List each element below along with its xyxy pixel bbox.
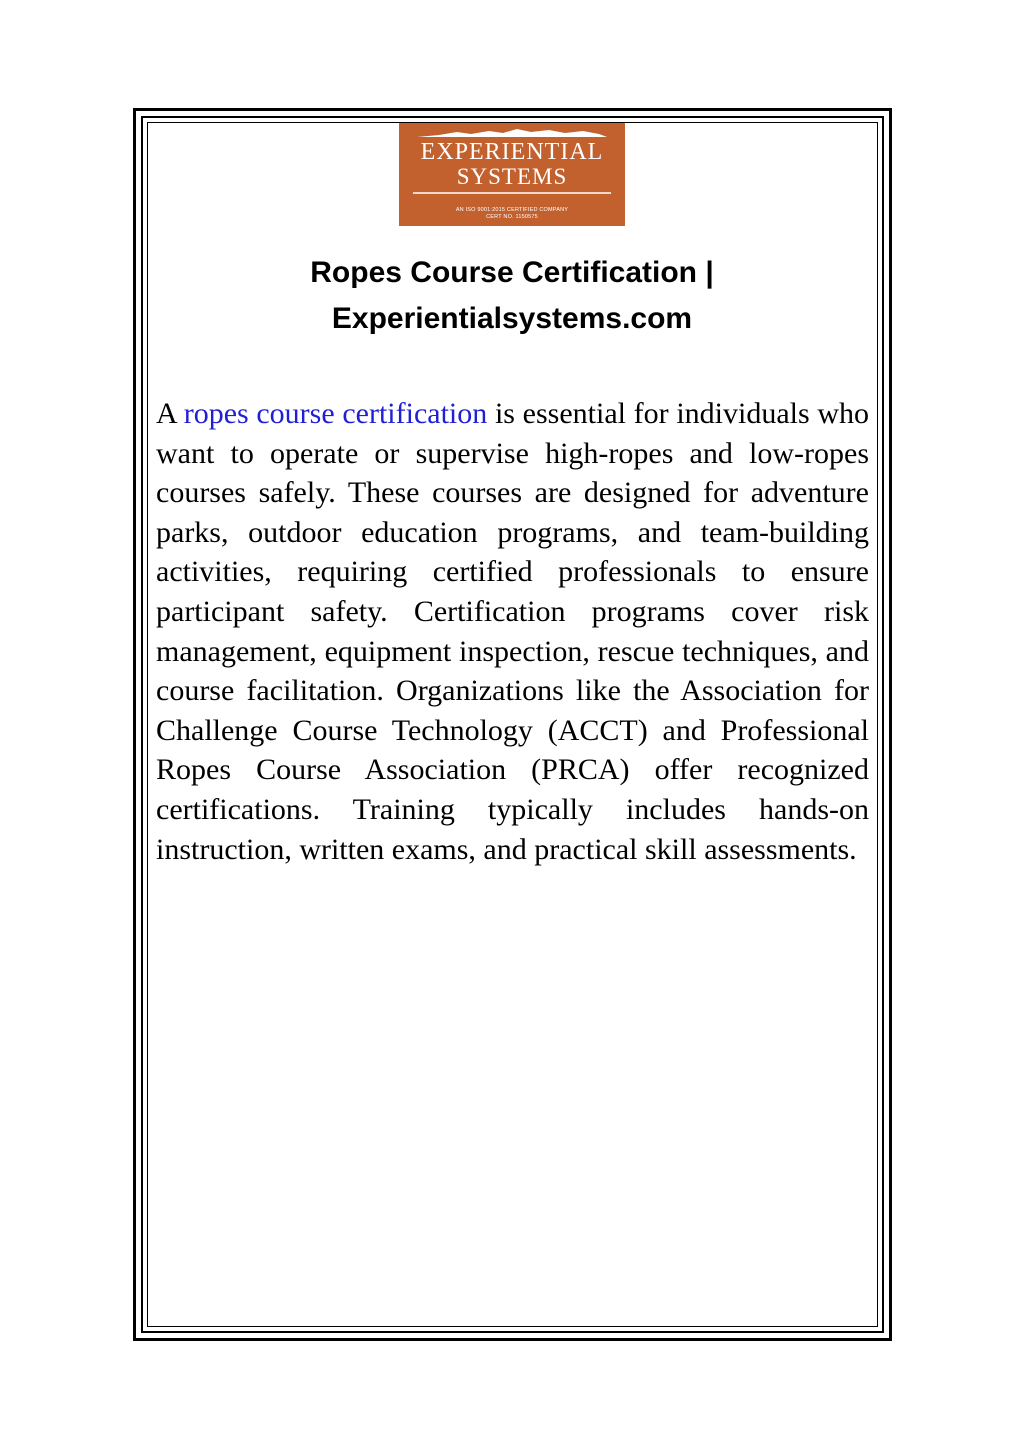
ropes-course-certification-link[interactable]: ropes course certification: [183, 397, 488, 430]
logo-line-experiential: EXPERIENTIAL: [420, 139, 604, 165]
body-paragraph: [156, 394, 869, 869]
logo-iso-text: AN ISO 9001:2015 CERTIFIED COMPANY: [455, 207, 569, 213]
title-line-1: Ropes Course Certification |: [310, 256, 714, 289]
paragraph-lead: A: [156, 397, 184, 430]
title-line-2: Experientialsystems.com: [331, 302, 693, 335]
logo-cert-text: CERT NO. 1150575: [486, 214, 538, 220]
paragraph-body: is essential for individuals who want to operate or supervise high-ropes and low-ropes courses safely. These courses are designed for adventure parks, outdoor education programs, and team-building activities, requiring certified professionals to ensure participant safety. Certification programs cover risk management, equipment inspection, rescue techniques, and course facilitation. Organizations like the Association for Challenge Course Technology (ACCT) and Professional Ropes Course Association (PRCA) offer recognized certifications. Training typically includes hands-on instruction, written exams, and practical skill assessments.: [156, 397, 869, 866]
logo-line-systems: SYSTEMS: [456, 164, 568, 189]
experiential-systems-logo: [399, 123, 625, 226]
page-title: [160, 250, 864, 342]
